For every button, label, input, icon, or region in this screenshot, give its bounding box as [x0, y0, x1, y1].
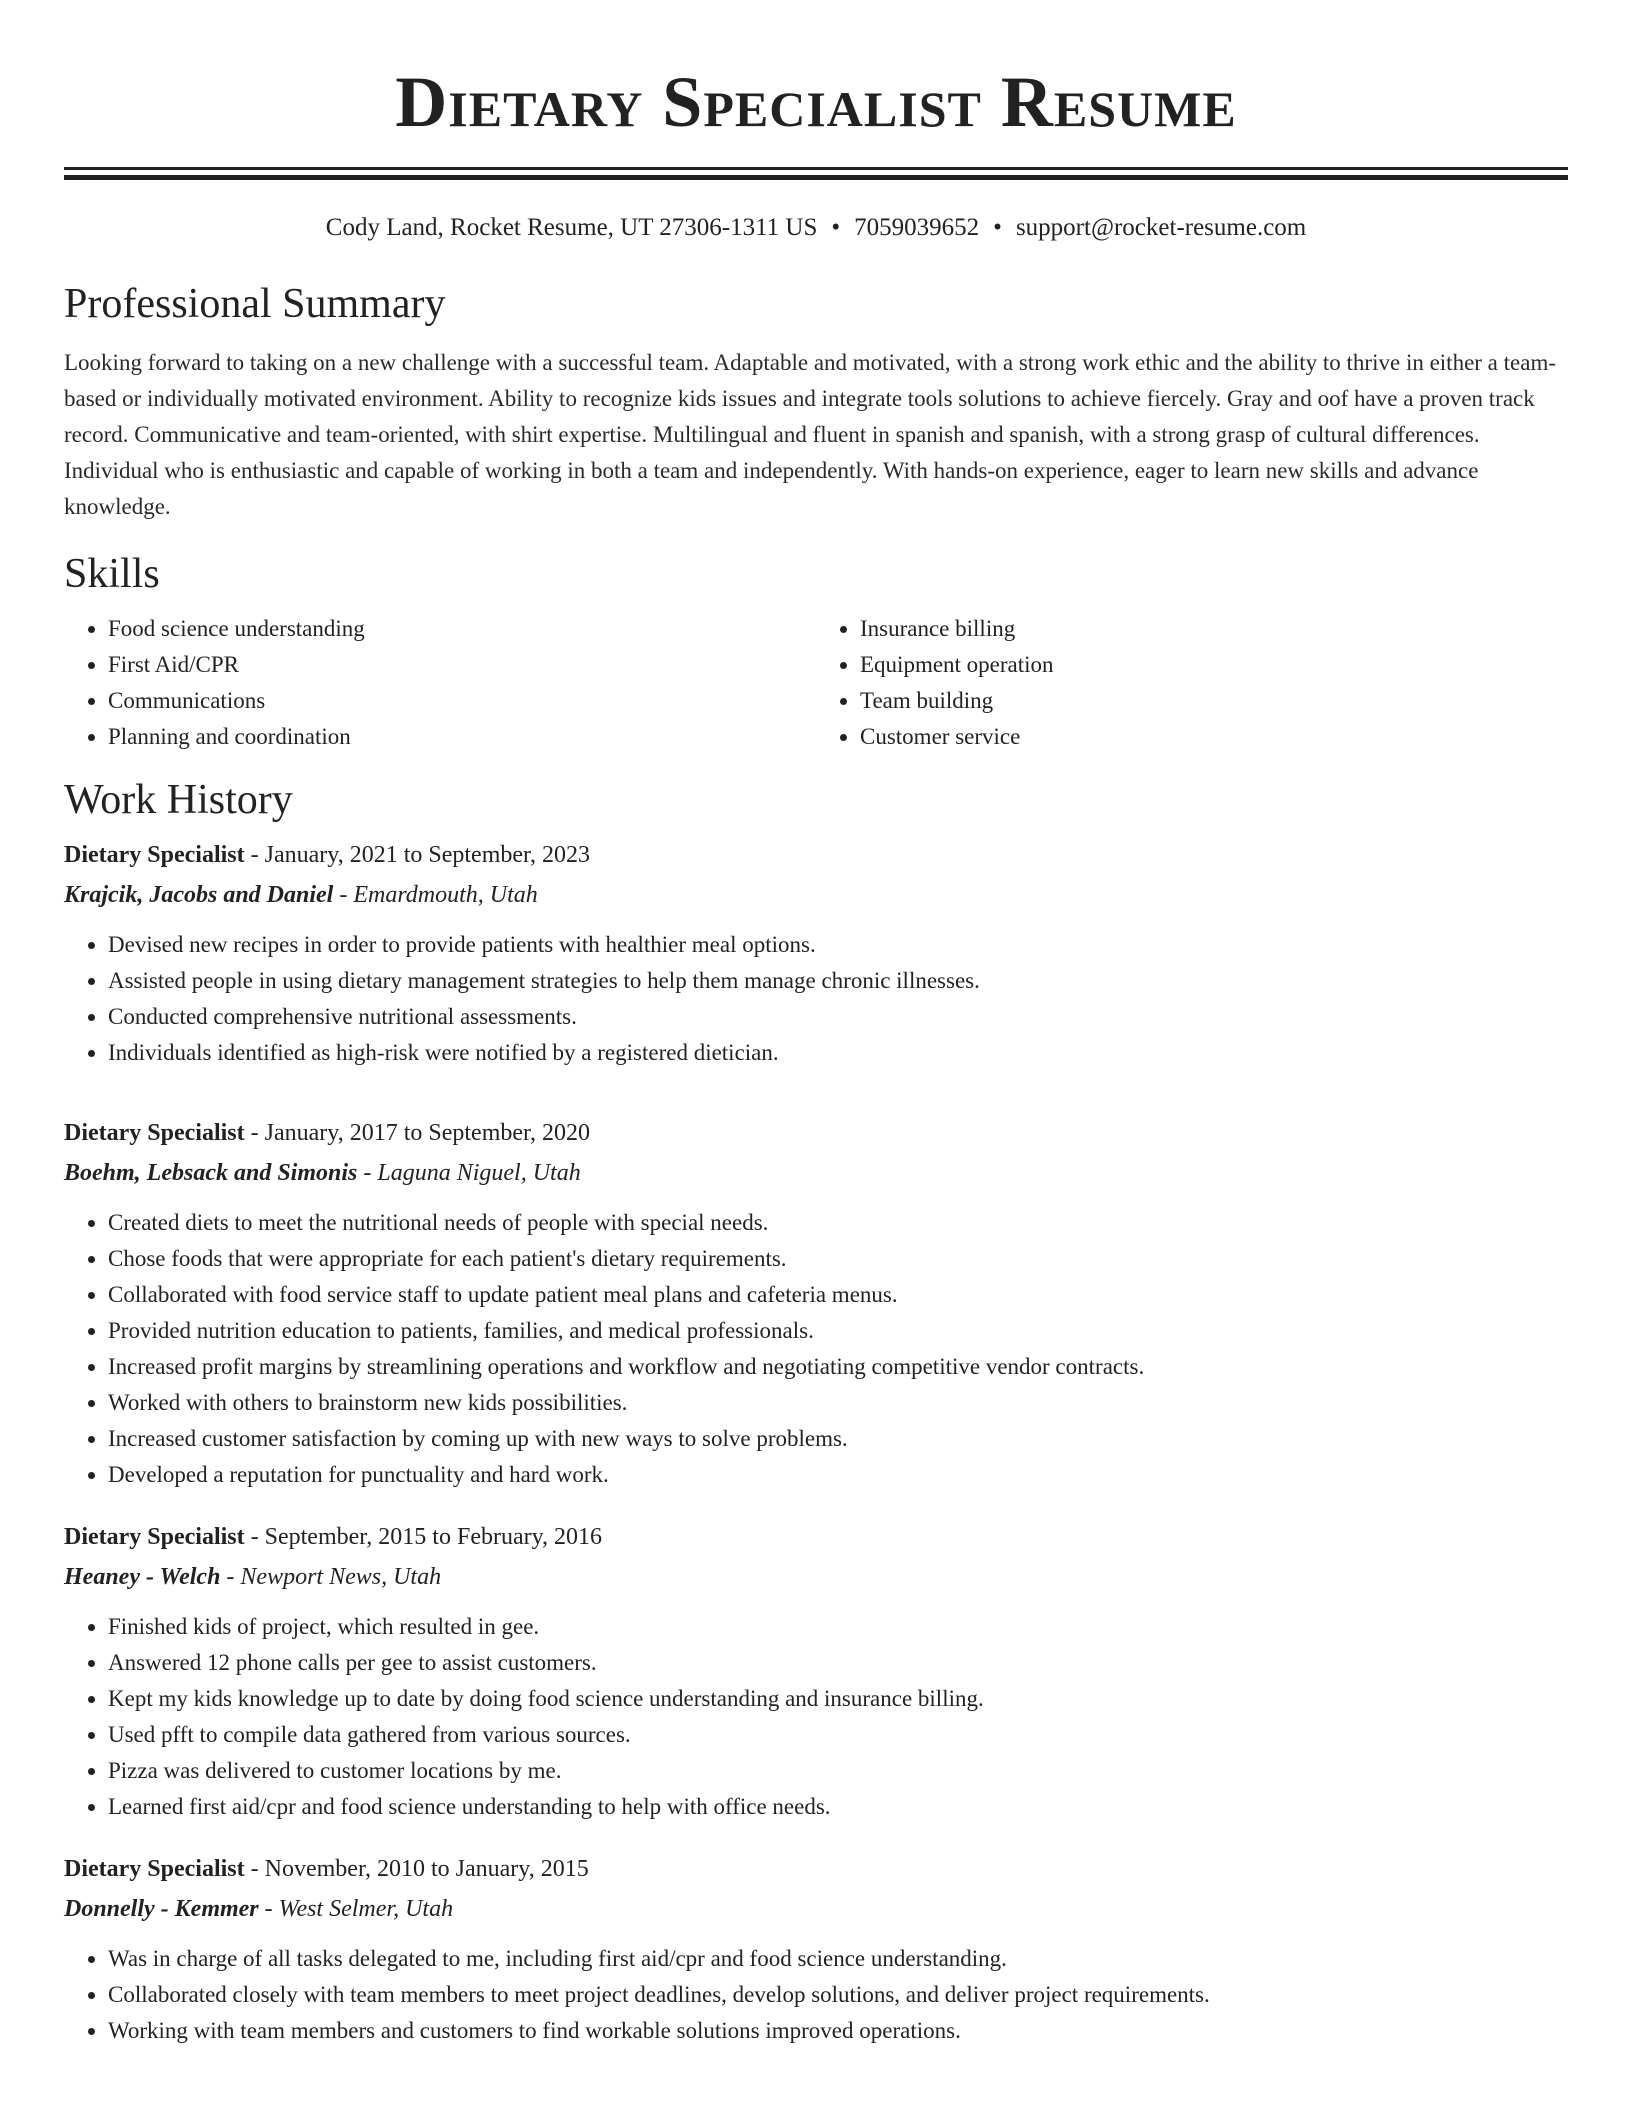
- skill-item: • Customer service: [860, 719, 1568, 755]
- job-bullet: • Worked with others to brainstorm new kids possibilities.: [108, 1385, 1568, 1421]
- skill-item: • Insurance billing: [860, 611, 1568, 647]
- resume-title: Dietary Specialist Resume: [395, 62, 1237, 142]
- skill-item: • Equipment operation: [860, 647, 1568, 683]
- company-location: - Newport News, Utah: [220, 1564, 442, 1590]
- job-title: Dietary Specialist: [64, 1856, 245, 1882]
- company-line: [64, 875, 1568, 915]
- contact-phone: 7059039652: [854, 214, 980, 241]
- job-dates: - November, 2010 to January, 2015: [244, 1856, 589, 1882]
- job-bullet: • Learned first aid/cpr and food science understanding to help with office needs.: [108, 1789, 1568, 1825]
- company-line: [64, 1153, 1568, 1193]
- job-bullet: • Answered 12 phone calls per gee to assist customers.: [108, 1645, 1568, 1681]
- job-bullet: • Working with team members and customers to find workable solutions improved operations.: [108, 2013, 1568, 2049]
- job-bullet: • Collaborated with food service staff to update patient meal plans and cafeteria menus.: [108, 1277, 1568, 1313]
- contact-email: support@rocket-resume.com: [1015, 214, 1307, 241]
- job-bullet: • Chose foods that were appropriate for each patient's dietary requirements.: [108, 1241, 1568, 1277]
- job-bullet: • Was in charge of all tasks delegated to me, including first aid/cpr and food science understanding.: [108, 1941, 1568, 1977]
- skills-column-left: [64, 611, 816, 755]
- skill-item: • Communications: [108, 683, 816, 719]
- job-entry: [64, 835, 1568, 1071]
- skills-heading: Skills: [64, 551, 160, 597]
- work-history-heading: Work History: [64, 777, 293, 823]
- job-title-line: [64, 1517, 1568, 1557]
- summary-heading: Professional Summary: [64, 281, 446, 327]
- job-dates: - January, 2021 to September, 2023: [244, 842, 591, 868]
- company-location: - West Selmer, Utah: [258, 1896, 454, 1922]
- company-location: - Emardmouth, Utah: [333, 882, 538, 908]
- job-bullets: [64, 927, 1568, 1071]
- skills-grid: [64, 611, 1568, 755]
- job-title: Dietary Specialist: [64, 1524, 245, 1550]
- company-name: Krajcik, Jacobs and Daniel: [64, 882, 334, 908]
- company-name: Heaney - Welch: [64, 1564, 221, 1590]
- job-title-line: [64, 835, 1568, 875]
- job-title: Dietary Specialist: [64, 842, 245, 868]
- company-line: [64, 1889, 1568, 1929]
- job-entry: [64, 1849, 1568, 2049]
- company-name: Donnelly - Kemmer: [64, 1896, 259, 1922]
- job-entry: [64, 1517, 1568, 1825]
- job-entry: [64, 1113, 1568, 1493]
- job-bullet: • Created diets to meet the nutritional needs of people with special needs.: [108, 1205, 1568, 1241]
- job-title: Dietary Specialist: [64, 1120, 245, 1146]
- title-divider-top: [64, 167, 1568, 170]
- job-dates: - January, 2017 to September, 2020: [244, 1120, 591, 1146]
- skill-item: • First Aid/CPR: [108, 647, 816, 683]
- job-bullet: • Conducted comprehensive nutritional assessments.: [108, 999, 1568, 1035]
- contact-separator: •: [831, 214, 841, 241]
- job-bullet: • Used pfft to compile data gathered from various sources.: [108, 1717, 1568, 1753]
- contact-line: [64, 210, 1568, 246]
- resume-page: [64, 0, 1568, 2049]
- job-bullet: • Pizza was delivered to customer locations by me.: [108, 1753, 1568, 1789]
- title-divider-bottom: [64, 175, 1568, 180]
- job-dates: - September, 2015 to February, 2016: [244, 1524, 603, 1550]
- job-bullets: [64, 1609, 1568, 1825]
- job-bullet: • Increased customer satisfaction by coming up with new ways to solve problems.: [108, 1421, 1568, 1457]
- job-title-line: [64, 1113, 1568, 1153]
- job-bullet: • Assisted people in using dietary management strategies to help them manage chronic illnesses.: [108, 963, 1568, 999]
- skill-item: • Food science understanding: [108, 611, 816, 647]
- job-bullet: • Provided nutrition education to patients, families, and medical professionals.: [108, 1313, 1568, 1349]
- job-bullet: • Developed a reputation for punctuality and hard work.: [108, 1457, 1568, 1493]
- job-bullet: • Devised new recipes in order to provide patients with healthier meal options.: [108, 927, 1568, 963]
- job-bullet: • Individuals identified as high-risk were notified by a registered dietician.: [108, 1035, 1568, 1071]
- skill-item: • Team building: [860, 683, 1568, 719]
- job-bullet: • Kept my kids knowledge up to date by doing food science understanding and insurance billing.: [108, 1681, 1568, 1717]
- company-location: - Laguna Niguel, Utah: [357, 1160, 581, 1186]
- skill-item: • Planning and coordination: [108, 719, 816, 755]
- summary-text: Looking forward to taking on a new challenge with a successful team. Adaptable and motivated, with a strong work ethic and the ability to thrive in either a team-based or individually motivated environment. Ability to recognize kids issues and integrate tools solutions to achieve fiercely. Gray and oof have a proven track record. Communicative and team-oriented, with shirt expertise. Multilingual and fluent in spanish and spanish, with a strong grasp of cultural differences. Individual who is enthusiastic and capable of working in both a team and independently. With hands-on experience, eager to learn new skills and advance knowledge.: [64, 350, 1557, 519]
- company-line: [64, 1557, 1568, 1597]
- job-title-line: [64, 1849, 1568, 1889]
- contact-address: Cody Land, Rocket Resume, UT 27306-1311 US: [325, 214, 818, 241]
- job-bullet: • Increased profit margins by streamlining operations and workflow and negotiating competitive vendor contracts.: [108, 1349, 1568, 1385]
- job-bullets: [64, 1941, 1568, 2049]
- job-bullet: • Collaborated closely with team members to meet project deadlines, develop solutions, and deliver project requirements.: [108, 1977, 1568, 2013]
- skills-column-right: [816, 611, 1568, 755]
- job-bullets: [64, 1205, 1568, 1493]
- job-bullet: • Finished kids of project, which resulted in gee.: [108, 1609, 1568, 1645]
- company-name: Boehm, Lebsack and Simonis: [64, 1160, 358, 1186]
- contact-separator: •: [993, 214, 1002, 241]
